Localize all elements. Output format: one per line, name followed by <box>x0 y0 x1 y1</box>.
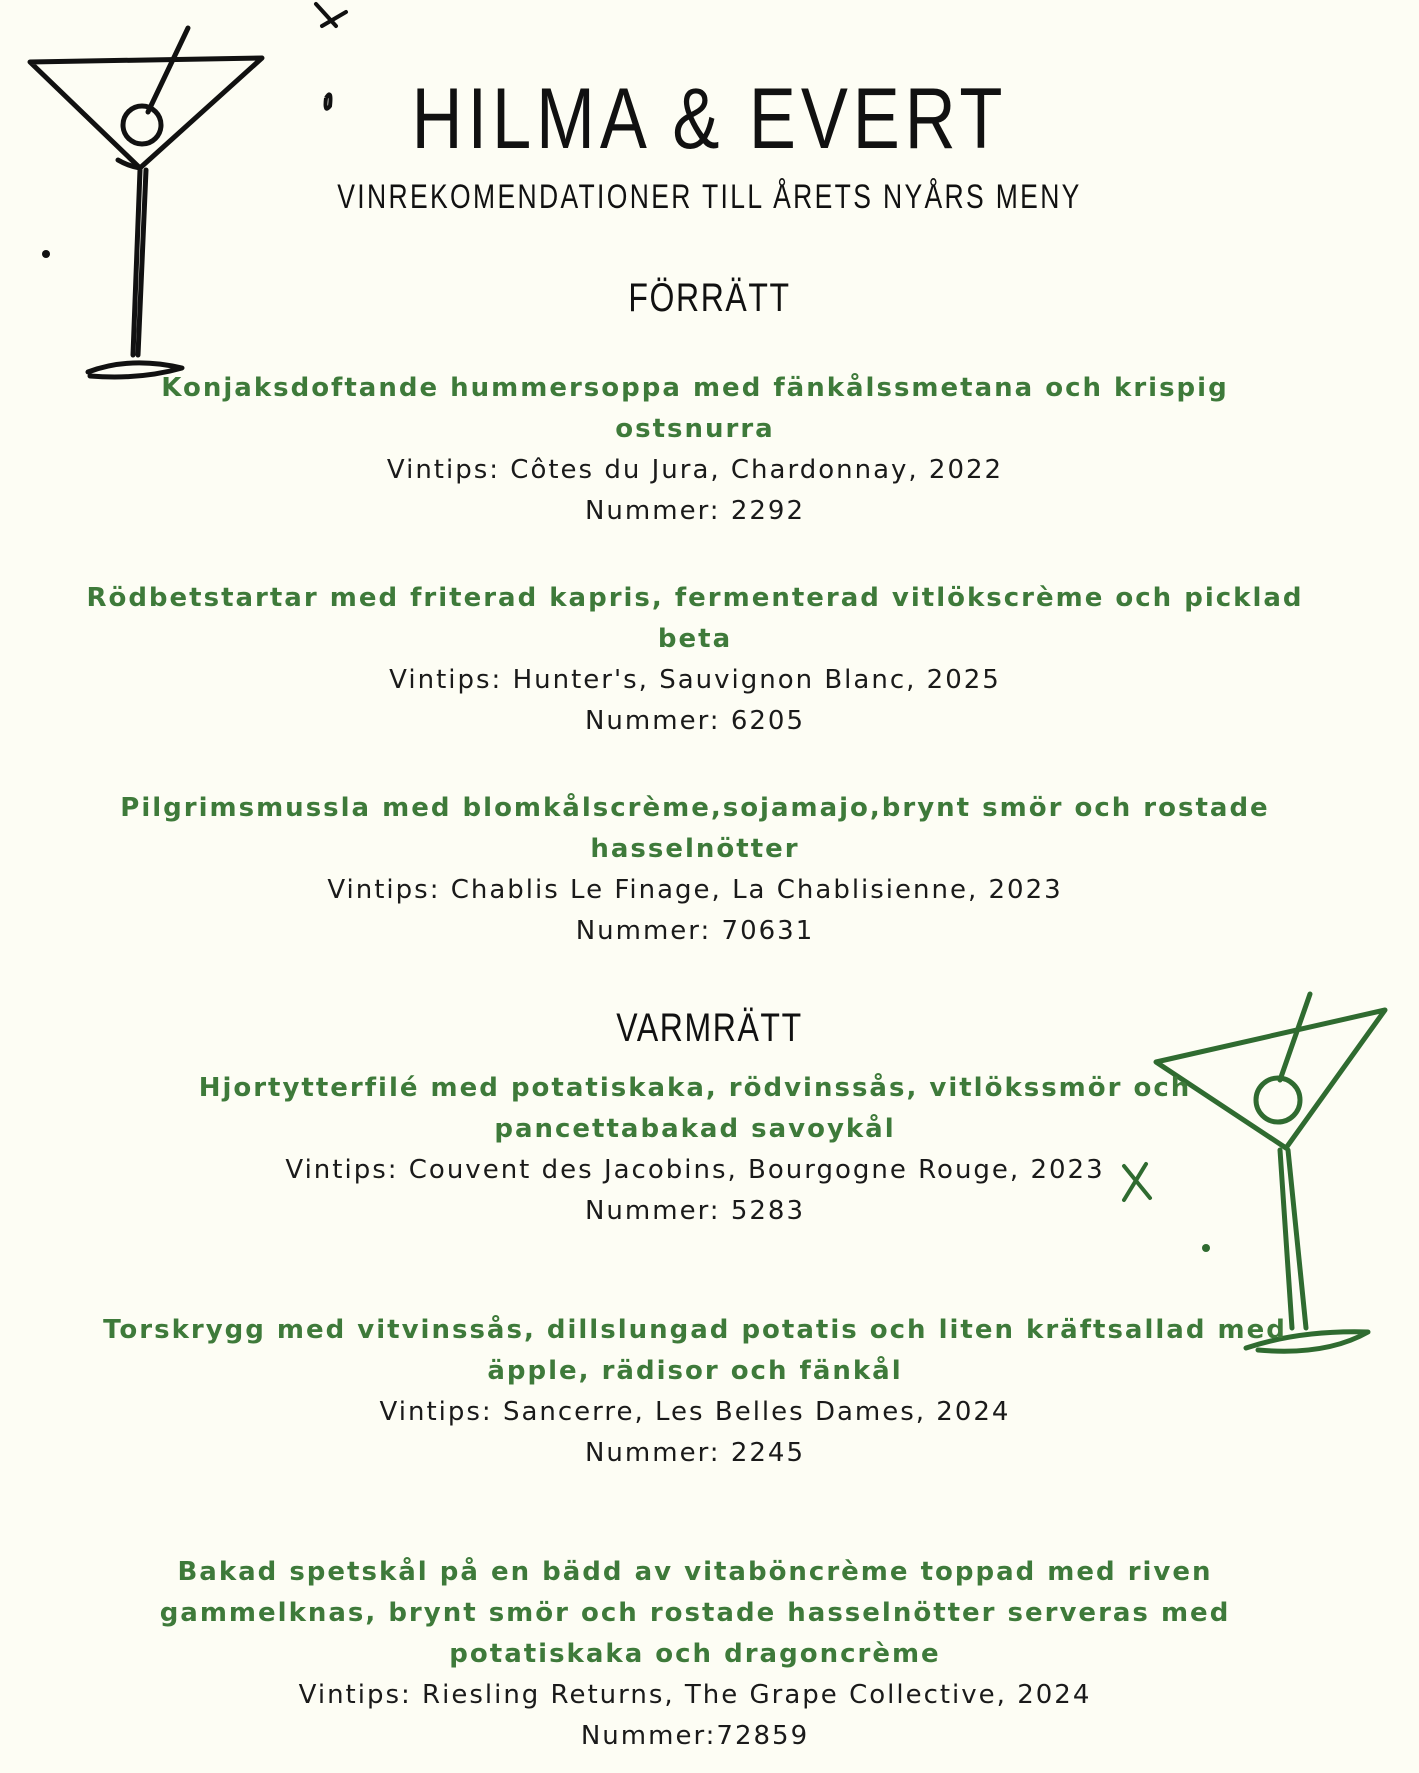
wine-number: Nummer: 2245 <box>584 1438 805 1468</box>
wine-tip: Vintips: Côtes du Jura, Chardonnay, 2022 <box>386 455 1004 485</box>
wine-tip: Vintips: Hunter's, Sauvignon Blanc, 2025 <box>389 665 1001 695</box>
dish-item <box>80 1310 1310 1474</box>
dish-item <box>80 578 1310 742</box>
dish-item <box>80 368 1310 532</box>
dish-name: Konjaksdoftande hummersoppa med fänkålssmetana och krispig ostsnurra <box>161 373 1229 444</box>
menu-subtitle: VINREKOMENDATIONER TILL ÅRETS NYÅRS MENY <box>337 178 1082 216</box>
dish-item <box>80 788 1310 952</box>
wine-tip: Vintips: Riesling Returns, The Grape Collective, 2024 <box>298 1680 1092 1710</box>
dish-item <box>80 1068 1310 1232</box>
dish-item <box>80 1552 1310 1757</box>
dish-name: Bakad spetskål på en bädd av vitaböncrème toppad med riven gammelknas, brynt smör och rostade hasselnötter serveras med potatiskaka och dragoncrème <box>159 1557 1231 1669</box>
dish-name: Torskrygg med vitvinssås, dillslungad potatis och liten kräftsallad med äpple, rädisor och fänkål <box>103 1315 1287 1386</box>
section-heading-forratt: FÖRRÄTT <box>628 276 791 320</box>
wine-number: Nummer: 70631 <box>575 916 815 946</box>
wine-tip: Vintips: Chablis Le Finage, La Chablisienne, 2023 <box>327 875 1063 905</box>
wine-number: Nummer: 5283 <box>584 1196 805 1226</box>
dish-name: Pilgrimsmussla med blomkålscrème,sojamajo,brynt smör och rostade hasselnötter <box>120 793 1270 864</box>
dish-name: Hjortytterfilé med potatiskaka, rödvinssås, vitlökssmör och pancettabakad savoykål <box>198 1073 1192 1144</box>
wine-number: Nummer: 6205 <box>584 706 805 736</box>
dish-name: Rödbetstartar med friterad kapris, fermenterad vitlökscrème och picklad beta <box>86 583 1304 654</box>
wine-tip: Vintips: Couvent des Jacobins, Bourgogne Rouge, 2023 <box>285 1155 1105 1185</box>
section-heading-varmratt: VARMRÄTT <box>616 1006 803 1050</box>
wine-number: Nummer: 2292 <box>584 496 805 526</box>
wine-number: Nummer:72859 <box>580 1721 810 1751</box>
restaurant-name: HILMA & EVERT <box>411 71 1008 167</box>
wine-tip: Vintips: Sancerre, Les Belles Dames, 2024 <box>379 1397 1011 1427</box>
